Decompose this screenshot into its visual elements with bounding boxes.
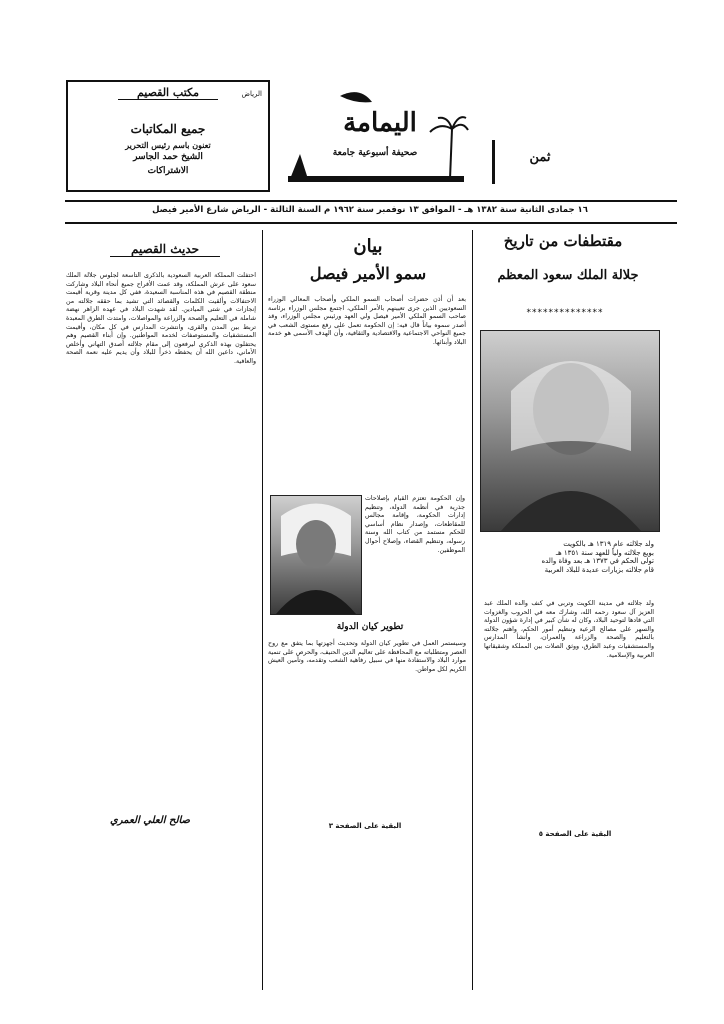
office-box: [66, 80, 270, 192]
middle-heading: بيان: [353, 236, 383, 257]
right-footer: البقية على الصفحة ٥: [538, 830, 612, 838]
office-line-4: الاشتراكات: [147, 166, 189, 176]
right-heading: مقتطفات من تاريخ: [503, 232, 623, 250]
top-rule: [65, 200, 677, 202]
logo-side: ثمن: [529, 150, 551, 165]
logo-subtitle: صحيفة أسبوعية جامعة: [332, 148, 418, 158]
office-line-3: الشيخ حمد الجاسر: [133, 152, 203, 162]
bullet-item: بويع جلالته ولياً للعهد سنة ١٣٥١ هـ: [555, 548, 654, 557]
middle-heading-2: سمو الأمير فيصل: [309, 264, 427, 283]
bullet-item: قام جلالته بزيارات عديدة للبلاد العربية: [544, 565, 654, 574]
middle-footer: البقية على الصفحة ٣: [328, 822, 402, 830]
column-divider-left: [262, 230, 263, 990]
bullet-item: ولد جلالته عام ١٣١٩ هـ بالكويت: [563, 540, 654, 548]
office-line-2: تعنون باسم رئيس التحرير: [125, 140, 211, 150]
king-saud-photo: [480, 330, 660, 532]
right-stars: **************: [526, 308, 604, 318]
logo-title: اليمامة: [343, 108, 417, 138]
top-rule-2: [65, 222, 677, 224]
signature: صالح العلي العمري: [109, 815, 191, 826]
office-line-1: جميع المكاتبات: [130, 122, 206, 136]
right-bullets: [484, 540, 654, 574]
masthead-logo: [280, 84, 470, 196]
dateline: ١٦ جمادى الثانية سنة ١٣٨٢ هـ - الموافق ١٣ نوفمبر سنة ١٩٦٢ م السنة الثالثة - الرياض شارع الأمير فيصل: [152, 205, 588, 215]
column-divider-right: [472, 230, 473, 990]
bullet-item: تولى الحكم في ١٣٧٣ هـ بعد وفاة والده: [541, 557, 654, 566]
middle-subheading: تطوير كيان الدولة: [336, 622, 404, 632]
office-box-title: مكتب القصيم: [118, 86, 218, 100]
middle-body-3: وسيستمر العمل في تطوير كيان الدولة وتحديث أجهزتها بما يتفق مع روح العصر ومتطلباته مع المحافظة على تعاليم الدين الحنيف، والحرص على تنمية موارد البلاد والاستفادة منها في سبيل رفاهية الشعب وتقدمه، وتأمين العيش الكريم لكل مواطن.: [268, 640, 466, 673]
prince-faisal-photo: [270, 495, 362, 615]
middle-body-2: وإن الحكومة تعتزم القيام بإصلاحات جذرية في أنظمة الدولة، وتنظيم إدارات الحكومة، وإقامة مجالس للمقاطعات، وإصدار نظام أساسي للحكم مستمد من كتاب الله وسنة رسوله، وتنظيم القضاء، وإصلاح أحوال الموظفين.: [365, 495, 465, 554]
middle-body-1: بعد أن أذن حضرات أصحاب السمو الملكي وأصحاب المعالي الوزراء السعوديين الذين جرى تعيينهم بالأمر الملكي، اجتمع مجلس الوزراء برئاسة صاحب السمو الملكي الأمير فيصل ولي العهد ورئيس مجلس الوزراء، وقد أصدر سموه بياناً قال فيه: إن الحكومة تعمل على رفع مستوى الشعب في جميع النواحي الاجتماعية والاقتصادية والثقافية، وأن الهدف الأسمى هو خدمة البلاد وأبنائها.: [268, 296, 466, 346]
palm-tree-icon: [280, 84, 470, 196]
left-body: احتفلت المملكة العربية السعودية بالذكرى التاسعة لجلوس جلالة الملك سعود على عرش المملكة، وقد عمت الأفراح جميع أنحاء البلاد وشاركت منطقة القصيم في هذه المناسبة السعيدة، ففي كل مدينة وقرية أقيمت الاحتفالات وألقيت الكلمات والقصائد التي تشيد بما حققه جلالته من إنجازات في شتى الميادين. لقد شهدت البلاد في عهده الزاهر نهضة شاملة في التعليم والصحة والزراعة والمواصلات، وامتدت الطرق المعبدة تربط بين المدن والقرى، وانتشرت المدارس في كل مكان، وأقيمت المستشفيات والمستوصفات لخدمة المواطنين. وإن أبناء القصيم وهم يحتفلون بهذه الذكرى ليرفعون إلى مقام جلالته أصدق التهاني وأخلص الأماني، داعين الله أن يحفظه ذخراً للبلاد وأن يديم عليه نعمة الصحة والعافية.: [66, 272, 256, 365]
right-heading-2: جلالة الملك سعود المعظم: [497, 268, 639, 283]
left-heading: حديث القصيم: [110, 242, 220, 257]
right-body: ولد جلالته في مدينة الكويت وتربى في كنف والده الملك عبد العزيز آل سعود رحمه الله، وشارك معه في الحروب والغزوات التي قادها لتوحيد البلاد، وكان له شأن كبير في إدارة شؤون الدولة والسهر على مصالح الرعية وتنظيم أمور الحكم، واهتم جلالته بالتعليم والصحة والزراعة والعمران، وأنشأ المدارس والمستشفيات وعبد الطرق، ووثق الصلات بين المملكة وشقيقاتها العربية والإسلامية.: [484, 600, 654, 659]
office-line-0: الرياض: [241, 90, 262, 98]
logo-side-bar: [492, 140, 495, 184]
